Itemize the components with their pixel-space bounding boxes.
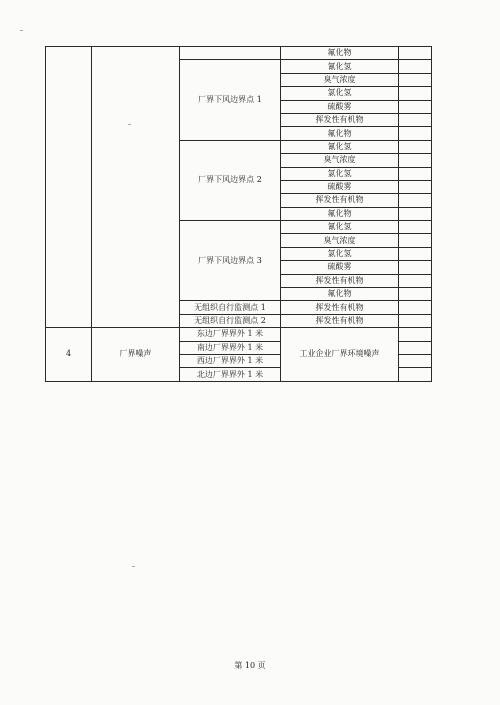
location-cell: 北边厂界界外 1 米	[180, 368, 281, 381]
monitoring-item-cell: 挥发性有机物	[281, 314, 399, 327]
blank-cell	[399, 113, 432, 126]
blank-cell	[399, 274, 432, 287]
blank-cell	[399, 341, 432, 354]
monitoring-item-cell: 臭气浓度	[281, 234, 399, 247]
blank-cell	[399, 221, 432, 234]
blank-cell	[399, 167, 432, 180]
monitoring-item-cell: 氟化物	[281, 47, 399, 60]
blank-cell	[399, 194, 432, 207]
location-cell: 东边厂界界外 1 米	[180, 328, 281, 341]
monitoring-item-cell: 氟化物	[281, 207, 399, 220]
monitoring-item-cell: 氰化氢	[281, 140, 399, 153]
blank-cell	[399, 328, 432, 341]
blank-cell	[399, 154, 432, 167]
blank-cell	[399, 60, 432, 73]
blank-cell	[399, 247, 432, 260]
monitoring-item-cell: 挥发性有机物	[281, 274, 399, 287]
monitoring-item-cell: 硫酸雾	[281, 180, 399, 193]
monitoring-item-cell: 挥发性有机物	[281, 194, 399, 207]
location-cell: 厂界下风边界点 2	[180, 140, 281, 220]
scan-speck	[128, 124, 131, 125]
blank-cell	[399, 234, 432, 247]
scan-speck	[20, 30, 23, 31]
blank-cell	[399, 180, 432, 193]
blank-cell	[399, 288, 432, 301]
monitoring-item-cell: 氯化氢	[281, 87, 399, 100]
blank-cell	[399, 127, 432, 140]
category-cell: 厂界噪声	[92, 328, 180, 382]
monitoring-item-cell: 氟化物	[281, 288, 399, 301]
location-cell: 西边厂界界外 1 米	[180, 354, 281, 367]
serial-cell	[46, 47, 92, 328]
blank-cell	[399, 47, 432, 60]
monitoring-item-cell: 氟化物	[281, 127, 399, 140]
location-cell: 厂界下风边界点 1	[180, 60, 281, 140]
monitoring-item-cell: 工业企业厂界环境噪声	[281, 328, 399, 382]
blank-cell	[399, 140, 432, 153]
monitoring-item-cell: 臭气浓度	[281, 73, 399, 86]
monitoring-item-cell: 氯化氢	[281, 167, 399, 180]
location-cell: 南边厂界界外 1 米	[180, 341, 281, 354]
blank-cell	[399, 100, 432, 113]
monitoring-table-body	[46, 47, 432, 382]
monitoring-item-cell: 挥发性有机物	[281, 301, 399, 314]
category-cell	[92, 47, 180, 328]
monitoring-item-cell: 氯化氢	[281, 247, 399, 260]
blank-cell	[399, 368, 432, 381]
table-row	[46, 328, 432, 341]
location-cell: 厂界下风边界点 3	[180, 221, 281, 301]
blank-cell	[399, 301, 432, 314]
blank-cell	[399, 261, 432, 274]
location-cell: 无组织自行监测点 2	[180, 314, 281, 327]
monitoring-item-cell: 臭气浓度	[281, 154, 399, 167]
blank-cell	[399, 207, 432, 220]
monitoring-item-cell: 挥发性有机物	[281, 113, 399, 126]
monitoring-item-cell: 氰化氢	[281, 60, 399, 73]
table-row	[46, 47, 432, 60]
monitoring-item-cell: 硫酸雾	[281, 100, 399, 113]
blank-cell	[399, 314, 432, 327]
blank-cell	[399, 87, 432, 100]
blank-cell	[399, 354, 432, 367]
monitoring-table	[45, 46, 432, 382]
serial-cell: 4	[46, 328, 92, 382]
location-cell: 无组织自行监测点 1	[180, 301, 281, 314]
blank-cell	[399, 73, 432, 86]
monitoring-item-cell: 氰化氢	[281, 221, 399, 234]
location-cell	[180, 47, 281, 60]
monitoring-item-cell: 硫酸雾	[281, 261, 399, 274]
scan-speck	[132, 566, 135, 567]
page-number: 第 10 页	[234, 661, 266, 670]
